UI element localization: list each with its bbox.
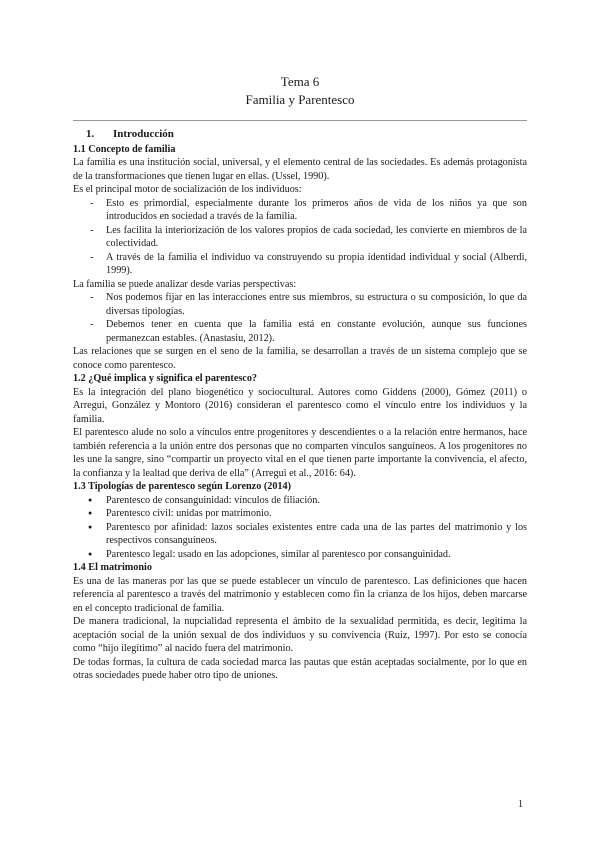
document-body <box>73 128 527 683</box>
list-item: - A través de la familia el individuo va construyendo su propia identidad individual y social (Alberdi, 1999). <box>73 251 527 278</box>
paragraph: La familia es una institución social, universal, y el elemento central de las sociedades. Es además protagonista de la transformaciones que tienen lugar en ellas. (Ussel, 1990). <box>73 157 527 182</box>
section-title: Introducción <box>113 128 174 140</box>
page-title: Familia y Parentesco <box>245 92 355 107</box>
list-item: - Les facilita la interiorización de los valores propios de cada sociedad, les convierte en miembros de la colectividad. <box>73 224 527 251</box>
paragraph: Las relaciones que se surgen en el seno de la familia, se desarrollan a través de un sistema complejo que se conoce como parentesco. <box>73 346 527 371</box>
paragraph: El parentesco alude no solo a vínculos entre progenitores y descendientes o a la relación entre hermanos, hace también referencia a la unión entre dos personas que no comparten vínculos sanguíneos. A los progenitores no les une la sangre, sino “compartir un proyecto vital en el que tienen parte importante la convivencia, el afecto, la confianza y la lealtad que deriva de ella” (Arregui et al., 2016: 64). <box>73 427 527 479</box>
page-number: 1 <box>518 799 523 810</box>
list-item: ● Parentesco por afinidad: lazos sociales existentes entre cada una de las partes del matrimonio y los respectivos consanguíneos. <box>73 521 527 548</box>
list-item: ● Parentesco de consanguinidad: vínculos de filiación. <box>73 494 527 508</box>
dash-list-socializacion <box>73 197 527 278</box>
list-item: - Esto es primordial, especialmente durante los primeros años de vida de los niños ya que son introducidos en sociedad a través de la familia. <box>73 197 527 224</box>
subsection-heading-matrimonio: 1.4 El matrimonio <box>73 562 152 573</box>
dash-list-perspectivas <box>73 291 527 345</box>
paragraph: Es el principal motor de socialización de los individuos: <box>73 184 302 195</box>
subsection-heading-concepto: 1.1 Concepto de familia <box>73 143 176 155</box>
paragraph: Es la integración del plano biogenético y sociocultural. Autores como Giddens (2000), Gómez (2011) o Arregui, González y Montoro (2016) consideran el parentesco como el vínculo entre los individuos y la familia. <box>73 386 527 425</box>
list-item: ● Parentesco legal: usado en las adopciones, similar al parentesco por consanguinidad. <box>73 548 527 562</box>
subsection-heading-parentesco: 1.2 ¿Qué implica y significa el parentesco? <box>73 373 258 384</box>
section-heading <box>73 128 527 142</box>
list-item: - Debemos tener en cuenta que la familia está en constante evolución, aunque sus funciones permanezcan estables. (Anastasiu, 2012). <box>73 318 527 345</box>
paragraph: Es una de las maneras por las que se puede establecer un vínculo de parentesco. Las definiciones que hacen referencia al parentesco a través del matrimonio y establecen como fin la crianza de los hijos, deben marcarse en el concepto tradicional de familia. <box>73 575 527 614</box>
paragraph: La familia se puede analizar desde varias perspectivas: <box>73 278 297 290</box>
title-divider <box>73 120 527 121</box>
paragraph: De todas formas, la cultura de cada sociedad marca las pautas que están aceptadas socialmente, por lo que en otras sociedades puede haber otro tipo de uniones. <box>73 656 527 681</box>
section-number: 1. <box>86 128 95 140</box>
topic-label: Tema 6 <box>280 74 320 89</box>
list-item: - Nos podemos fijar en las interacciones entre sus miembros, su estructura o su composición, lo que da diversas tipologías. <box>73 291 527 318</box>
list-item: ● Parentesco civil: unidas por matrimonio. <box>73 507 527 521</box>
paragraph: De manera tradicional, la nupcialidad representa el ámbito de la sexualidad permitida, es decir, legitima la aceptación social de la unión sexual de dos individuos y su convivencia (Ruiz, 1997). Por esto se conocía como “hijo ilegítimo” al nacido fuera del matrimonio. <box>73 616 527 654</box>
bullet-list-tipologias <box>73 494 527 562</box>
title-block <box>0 73 600 109</box>
subsection-heading-tipologias: 1.3 Tipologías de parentesco según Lorenzo (2014) <box>73 481 292 492</box>
